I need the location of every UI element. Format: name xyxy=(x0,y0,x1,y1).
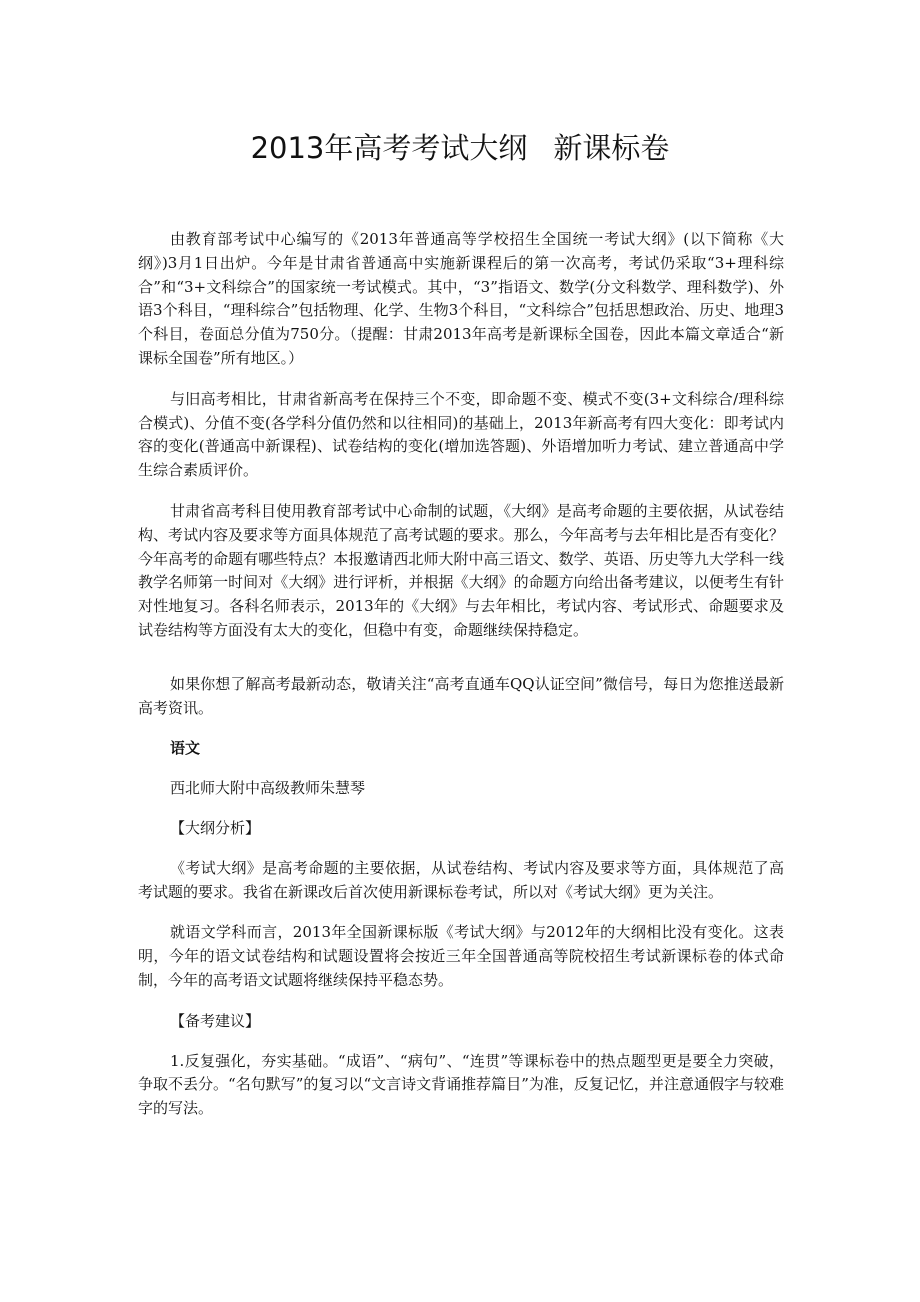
advice-heading: 【备考建议】 xyxy=(170,1011,261,1030)
paragraph-comparison: 与旧高考相比，甘肃省新高考在保持三个不变，即命题不变、模式不变(3+文科综合/理科综合模式)、分值不变(各学科分值仍然和以往相同)的基础上，2013年新高考有四大变化：即考试内容的变化(普通高中新课程)、试卷结构的变化(增加选答题)、外语增加听力考试、建立普通高中学生综合素质评价。 xyxy=(138,389,784,480)
title-sub: 新课标卷 xyxy=(553,131,670,165)
paragraph-analysis-2: 就语文学科而言，2013年全国新课标版《考试大纲》与2012年的大纲相比没有变化。这表明，今年的语文试卷结构和试题设置将会按近三年全国普通高等院校招生考试新课标卷的体式命制，今年的高考语文试题将继续保持平稳态势。 xyxy=(138,923,784,989)
paragraph-advice-1: 1.反复强化，夯实基础。“成语”、“病句”、“连贯”等课标卷中的热点题型更是要全力突破，争取不丢分。“名句默写”的复习以“文言诗文背诵推荐篇目”为准，反复记忆，并注意通假字与较难字的写法。 xyxy=(138,1051,784,1118)
paragraph-intro: 由教育部考试中心编写的《2013年普通高等学校招生全国统一考试大纲》(以下简称《大纲》)3月1日出炉。今年是甘肃省普通高中实施新课程后的第一次高考，考试仍采取“3+理科综合”和“3+文科综合”的国家统一考试模式。其中，“3”指语文、数学(分文科数学、理科数学)、外语3个科目，“理科综合”包括物理、化学、生物3个科目，“文科综合”包括思想政治、历史、地理3个科目，卷面总分值为750分。（提醒：甘肃2013年高考是新课标全国卷，因此本篇文章适合“新课标全国卷”所有地区。） xyxy=(138,230,784,367)
paragraph-exam-outline: 甘肃省高考科目使用教育部考试中心命制的试题，《大纲》是高考命题的主要依据，从试卷结构、考试内容及要求等方面具体规范了高考试题的要求。那么，今年高考与去年相比是否有变化？今年高考的命题有哪些特点？本报邀请西北师大附中高三语文、数学、英语、历史等九大学科一线教学名师第一时间对《大纲》进行评析，并根据《大纲》的命题方向给出备考建议，以便考生有针对性地复习。各科名师表示，2013年的《大纲》与去年相比，考试内容、考试形式、命题要求及试卷结构等方面没有太大的变化，但稳中有变，命题继续保持稳定。 xyxy=(138,501,784,639)
paragraph-follow-notice: 如果你想了解高考最新动态，敬请关注“高考直通车QQ认证空间”微信号，每日为您推送最新高考资讯。 xyxy=(138,674,784,717)
subject-heading: 语文 xyxy=(170,739,201,758)
paragraph-analysis-1: 《考试大纲》是高考命题的主要依据，从试卷结构、考试内容及要求等方面，具体规范了高考试题的要求。我省在新课改后首次使用新课标卷考试，所以对《考试大纲》更为关注。 xyxy=(138,858,784,901)
page-title xyxy=(0,128,920,168)
analysis-heading: 【大纲分析】 xyxy=(170,818,261,837)
article-body xyxy=(138,228,784,1138)
teacher-name: 西北师大附中高级教师朱慧琴 xyxy=(170,779,366,798)
title-main: 2013年高考考试大纲 xyxy=(250,131,528,165)
